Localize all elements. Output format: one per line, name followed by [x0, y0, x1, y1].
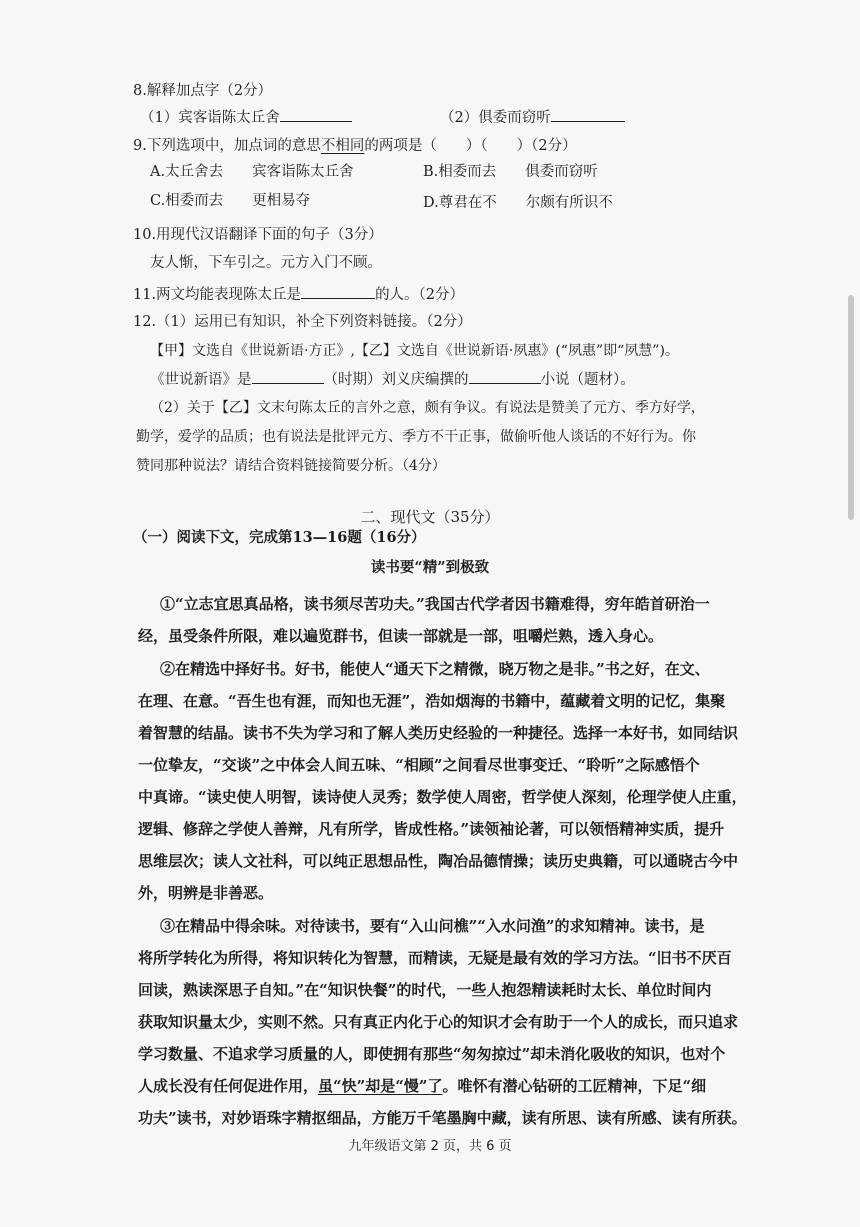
- answer-blank[interactable]: [469, 369, 541, 384]
- text-line: 一位挚友，“交谈”之中体会人间五味、“相顾”之间看尽世事变迁、“聆听”之际感悟个: [138, 756, 700, 774]
- text-line: 着智慧的结晶。读书不失为学习和了解人类历史经验的一种捷径。选择一本好书，如同结识: [138, 724, 739, 742]
- text-line: 中真谛。“读史使人明智，读诗使人灵秀；数学使人周密，哲学使人深刻，伦理学使人庄重，: [138, 788, 747, 806]
- q12-line-2-c: 小说（题材）。: [540, 372, 635, 388]
- underlined-phrase: 虽“快”却是“慢”了: [318, 1077, 443, 1095]
- q8-title: 8.解释加点字（2分）: [133, 83, 273, 99]
- section-heading: 二、现代文（35分）: [360, 508, 500, 526]
- page-footer: 九年级语文第 2 页，共 6 页: [348, 1139, 512, 1154]
- q11: [133, 284, 464, 305]
- q9-title-emphasis: 不相同: [320, 138, 365, 154]
- text-line: [138, 1070, 738, 1102]
- answer-blank[interactable]: [301, 284, 375, 299]
- article-title: 读书要“精”到极致: [370, 559, 490, 576]
- q12-line-1: 【甲】文选自《世说新语·方正》,【乙】文选自《世说新语·夙惠》(“夙惠”即“夙慧”)。: [150, 343, 679, 359]
- q8-item-2: [440, 107, 625, 128]
- section-sub: （一）阅读下文，完成第13—16题（16分）: [133, 529, 426, 546]
- q12-line-3: （2）关于【乙】文末句陈太丘的言外之意，颇有争议。有说法是赞美了元方、季方好学，: [150, 400, 705, 416]
- article-paragraph-3: [138, 910, 747, 1134]
- text-line: 逻辑、修辞之学使人善辩，凡有所学，皆成性格。”读领袖论著，可以领悟精神实质，提升: [138, 820, 725, 838]
- text-line: ①“立志宜思真品格，读书须尽苦功夫。”我国古代学者因书籍难得，穷年皓首研治一: [160, 595, 710, 613]
- text-line: 获取知识量太少，实则不然。只有真正内化于心的知识才会有助于一个人的成长，而只追求: [138, 1013, 739, 1031]
- q12-line-2-b: （时期）刘义庆编撰的: [323, 372, 469, 388]
- text-line: ③在精品中得余味。对待读书，要有“入山问樵”“入水问渔”的求知精神。读书，是: [160, 917, 705, 935]
- q9-title-pre: 9.下列选项中，加点词的意思: [133, 138, 321, 154]
- q9-option-c: C.相委而去 更相易夺: [150, 193, 311, 209]
- text-line: 外，明辨是非善恶。: [138, 884, 274, 902]
- q9-option-a: A.太丘舍去 宾客诣陈太丘舍: [150, 164, 354, 180]
- q11-post: 的人。（2分）: [375, 287, 465, 303]
- article-paragraph-1: [138, 588, 738, 652]
- article-paragraph-2: [138, 653, 747, 909]
- text-line: ②在精选中择好书。好书，能使人“通天下之精微，晓万物之是非。”书之好，在文、: [160, 660, 710, 678]
- text-line: 回读，熟读深思子自知。”在“知识快餐”的时代，一些人抱怨精读耗时太长、单位时间内: [138, 981, 712, 999]
- q9-option-b: B.相委而去 俱委而窃听: [423, 164, 598, 180]
- answer-blank[interactable]: [280, 107, 352, 122]
- q12-line-5: 赞同那种说法？请结合资料链接简要分析。（4分）: [136, 458, 446, 474]
- text-segment: 。唯怀有潜心钻研的工匠精神，下足“细: [442, 1077, 707, 1095]
- q8-item-1-text: （1）宾客诣陈太丘舍: [140, 110, 280, 126]
- q12-line-4: 勤学，爱学的品质；也有说法是批评元方、季方不干正事，做偷听他人谈话的不好行为。你: [136, 429, 696, 445]
- q9-option-d: D.尊君在不 尔颇有所识不: [423, 195, 613, 211]
- q9-title-post: 的两项是（ ）（ ）（2分）: [364, 138, 577, 154]
- q10-sentence: 友人惭，下车引之。元方入门不顾。: [150, 255, 382, 271]
- scrollbar-thumb[interactable]: [848, 295, 854, 520]
- answer-blank[interactable]: [252, 369, 324, 384]
- q8-item-1: [140, 107, 352, 128]
- text-line: 思维层次；读人文社科，可以纯正思想品性，陶冶品德情操；读历史典籍，可以通晓古今中: [138, 852, 739, 870]
- text-line: 将所学转化为所得，将知识转化为智慧，而精读，无疑是最有效的学习方法。“旧书不厌百: [138, 949, 732, 967]
- text-line: 学习数量、不追求学习质量的人，即使拥有那些“匆匆掠过”却未消化吸收的知识，也对个: [138, 1045, 726, 1063]
- text-segment: 人成长没有任何促进作用，: [138, 1077, 319, 1095]
- q10-title: 10.用现代汉语翻译下面的句子（3分）: [133, 227, 383, 243]
- q9-title: [133, 136, 577, 156]
- text-line: 功夫”读书，对妙语珠字精抠细品，方能万千笔墨胸中藏，读有所思、读有所感、读有所获。: [138, 1109, 747, 1127]
- q12-line-2-a: 《世说新语》是: [150, 372, 252, 388]
- q12-line-2: [150, 369, 635, 390]
- q8-item-2-text: （2）俱委而窃听: [440, 110, 551, 126]
- q11-pre: 11.两文均能表现陈太丘是: [133, 287, 302, 303]
- q12-title: 12.（1）运用已有知识，补全下列资料链接。（2分）: [133, 314, 472, 330]
- answer-blank[interactable]: [551, 107, 625, 122]
- text-line: 在理、在意。“吾生也有涯，而知也无涯”，浩如烟海的书籍中，蕴藏着文明的记忆，集聚: [138, 692, 726, 710]
- text-line: 经，虽受条件所限，难以遍览群书，但读一部就是一部，咀嚼烂熟，透入身心。: [138, 627, 664, 645]
